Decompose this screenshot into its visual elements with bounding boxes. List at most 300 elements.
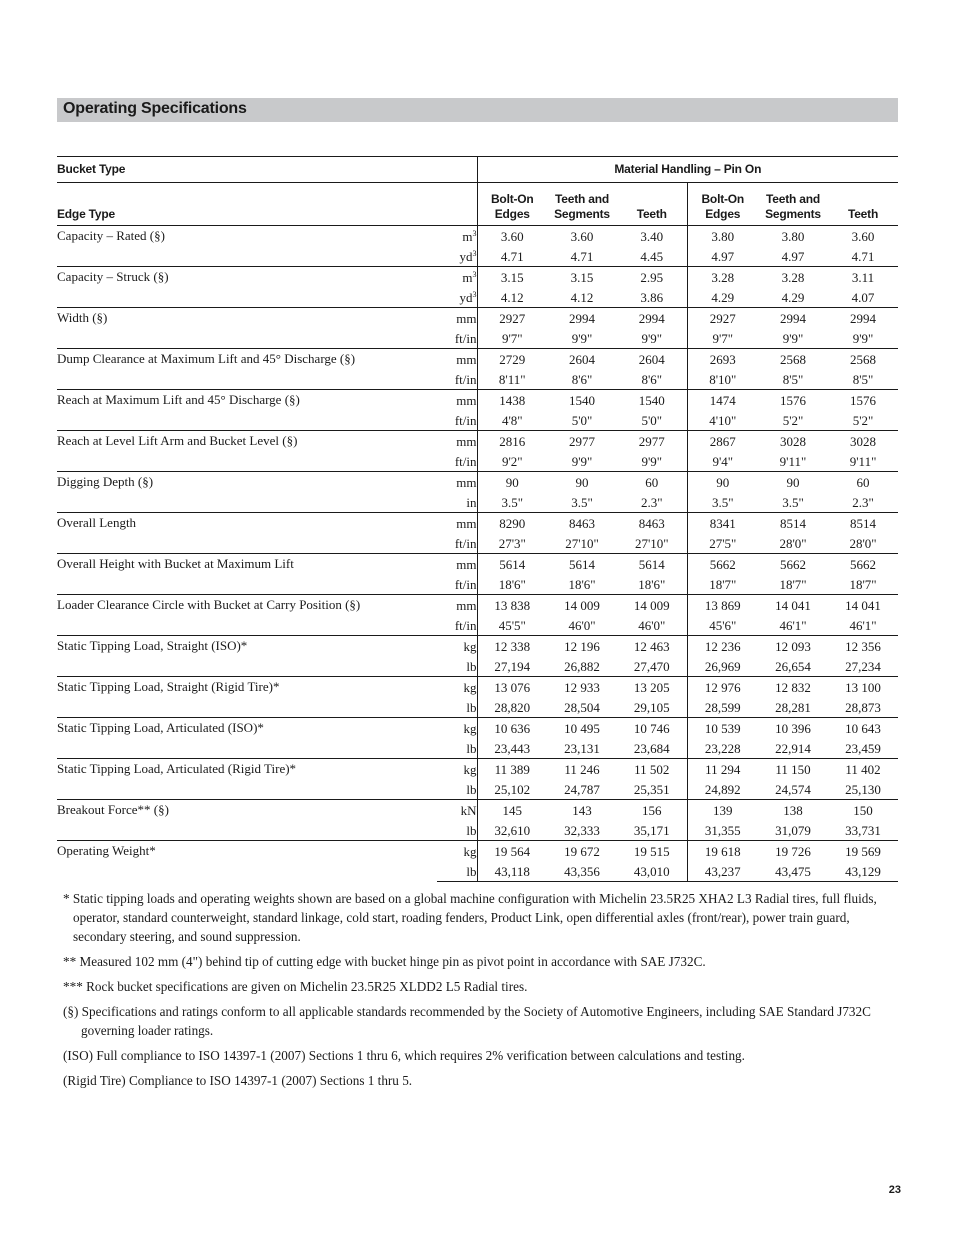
spec-row xyxy=(57,308,898,329)
spec-value: 29,105 xyxy=(633,699,670,715)
unit-text: yd xyxy=(459,248,473,264)
edge-type-column-header xyxy=(828,183,898,226)
spec-value: 90 xyxy=(477,472,547,493)
spec-value: 45'5" xyxy=(477,615,547,636)
spec-value: 139 xyxy=(687,800,758,821)
spec-value: 43,237 xyxy=(687,861,758,882)
spec-unit xyxy=(437,697,477,718)
spec-value: 8463 xyxy=(617,513,687,534)
spec-value: 2.3" xyxy=(640,494,663,510)
spec-value: 9'9" xyxy=(782,330,804,346)
spec-value: 28'0" xyxy=(849,535,877,551)
unit-text: ft/in xyxy=(454,371,477,387)
unit-text: mm xyxy=(456,515,477,531)
spec-value: 5614 xyxy=(547,554,617,575)
spec-value: 46'0" xyxy=(638,617,666,633)
spec-value: 2994 xyxy=(828,308,898,329)
spec-value: 2977 xyxy=(547,431,617,452)
unit-text: mm xyxy=(456,597,477,613)
spec-value: 32,610 xyxy=(477,820,547,841)
spec-value: 11 389 xyxy=(477,759,547,780)
spec-value: 13 205 xyxy=(617,677,687,698)
spec-value: 19 618 xyxy=(687,841,758,862)
spec-value: 5614 xyxy=(617,554,687,575)
spec-value: 3.60 xyxy=(828,226,898,247)
spec-value: 4'8" xyxy=(477,410,547,431)
spec-value: 9'4" xyxy=(687,451,758,472)
spec-value: 2867 xyxy=(687,431,758,452)
bucket-type-header: Bucket Type xyxy=(57,157,477,183)
spec-value: 4.45 xyxy=(640,248,664,264)
spec-value: 3.28 xyxy=(687,267,758,288)
spec-value: 2994 xyxy=(758,308,828,329)
unit-text: kg xyxy=(463,679,477,695)
spec-unit xyxy=(437,513,477,534)
spec-value: 26,654 xyxy=(775,658,811,674)
edge-type-header: Edge Type xyxy=(57,183,477,226)
spec-value: 13 076 xyxy=(477,677,547,698)
spec-value: 23,459 xyxy=(845,740,881,756)
spec-value: 12 338 xyxy=(477,636,547,657)
spec-value: 5'0" xyxy=(571,412,593,428)
spec-value: 12 236 xyxy=(687,636,758,657)
spec-value: 18'7" xyxy=(849,576,877,592)
spec-value: 1474 xyxy=(687,390,758,411)
spec-value: 1438 xyxy=(477,390,547,411)
page-number: 23 xyxy=(888,1184,901,1196)
spec-label: Capacity – Struck (§) xyxy=(57,267,437,308)
spec-value: 4.97 xyxy=(781,248,805,264)
spec-value: 1576 xyxy=(828,390,898,411)
spec-label: Static Tipping Load, Articulated (Rigid Tire)* xyxy=(57,759,437,800)
unit-superscript: 3 xyxy=(472,248,477,258)
spec-value: 150 xyxy=(828,800,898,821)
spec-value: 10 643 xyxy=(828,718,898,739)
spec-value: 8463 xyxy=(547,513,617,534)
spec-unit xyxy=(437,328,477,349)
spec-value: 4.29 xyxy=(781,289,805,305)
spec-value: 43,129 xyxy=(828,861,898,882)
spec-value: 28,820 xyxy=(477,697,547,718)
spec-value: 3.5" xyxy=(477,492,547,513)
spec-unit xyxy=(437,410,477,431)
footnote-sae-standards: (§) Specifications and ratings conform to all applicable standards recommended by the Society of Automotive Engineers, including SAE Standard J732C governing loader ratings. xyxy=(63,1004,871,1038)
spec-value: 3.28 xyxy=(758,267,828,288)
edge-type-header-line: Edges xyxy=(494,207,530,221)
spec-value: 12 356 xyxy=(828,636,898,657)
spec-value: 22,914 xyxy=(775,740,811,756)
spec-value: 18'6" xyxy=(568,576,596,592)
spec-value: 3.86 xyxy=(640,289,664,305)
spec-unit xyxy=(437,390,477,411)
spec-value: 2977 xyxy=(617,431,687,452)
spec-unit xyxy=(437,472,477,493)
spec-unit xyxy=(437,738,477,759)
spec-value: 1576 xyxy=(758,390,828,411)
spec-value: 8'6" xyxy=(571,371,593,387)
unit-text: yd xyxy=(459,289,473,305)
spec-value: 8514 xyxy=(758,513,828,534)
spec-value: 3.15 xyxy=(547,267,617,288)
spec-value: 27,194 xyxy=(477,656,547,677)
spec-value: 3.80 xyxy=(758,226,828,247)
spec-row xyxy=(57,718,898,739)
spec-value: 5662 xyxy=(758,554,828,575)
spec-unit xyxy=(437,267,477,288)
spec-value: 145 xyxy=(477,800,547,821)
spec-value: 2994 xyxy=(547,308,617,329)
footnote-iso-compliance: (ISO) Full compliance to ISO 14397-1 (2007) Sections 1 thru 6, which requires 2% verification between calculations and testing. xyxy=(63,1048,745,1063)
unit-superscript: 3 xyxy=(472,289,477,299)
spec-value: 60 xyxy=(828,472,898,493)
spec-unit xyxy=(437,718,477,739)
spec-row xyxy=(57,349,898,370)
footnote-rigid-tire: (Rigid Tire) Compliance to ISO 14397-1 (2007) Sections 1 thru 5. xyxy=(63,1073,413,1088)
spec-value: 4.29 xyxy=(687,287,758,308)
spec-label: Capacity – Rated (§) xyxy=(57,226,437,267)
spec-value: 19 726 xyxy=(758,841,828,862)
spec-value: 8'6" xyxy=(641,371,663,387)
spec-value: 27'3" xyxy=(477,533,547,554)
spec-value: 5662 xyxy=(687,554,758,575)
spec-value: 3.40 xyxy=(617,226,687,247)
edge-type-header-line: Edges xyxy=(705,207,741,221)
spec-unit xyxy=(437,226,477,247)
spec-value: 4.12 xyxy=(570,289,594,305)
spec-value: 9'9" xyxy=(571,330,593,346)
spec-value: 28,873 xyxy=(845,699,881,715)
unit-text: ft/in xyxy=(454,330,477,346)
spec-row xyxy=(57,800,898,821)
spec-label: Reach at Maximum Lift and 45° Discharge (§) xyxy=(57,390,437,431)
unit-text: lb xyxy=(466,822,477,838)
spec-value: 43,356 xyxy=(547,861,617,882)
unit-text: kN xyxy=(460,802,477,818)
spec-label: Static Tipping Load, Straight (Rigid Tire)* xyxy=(57,677,437,718)
spec-value: 13 869 xyxy=(687,595,758,616)
spec-value: 12 463 xyxy=(617,636,687,657)
spec-value: 19 569 xyxy=(828,841,898,862)
spec-value: 4.71 xyxy=(477,246,547,267)
edge-type-header-line: Teeth and xyxy=(555,192,609,206)
spec-value: 9'11" xyxy=(779,453,807,469)
spec-value: 12 196 xyxy=(547,636,617,657)
spec-value: 2568 xyxy=(758,349,828,370)
unit-text: kg xyxy=(463,638,477,654)
unit-text: ft/in xyxy=(454,576,477,592)
spec-value: 25,351 xyxy=(633,781,670,797)
spec-value: 28,599 xyxy=(687,697,758,718)
spec-value: 24,574 xyxy=(775,781,811,797)
spec-value: 46'1" xyxy=(779,617,807,633)
spec-unit xyxy=(437,841,477,862)
spec-value: 25,102 xyxy=(477,779,547,800)
spec-value: 2568 xyxy=(828,349,898,370)
spec-value: 14 009 xyxy=(617,595,687,616)
spec-value: 138 xyxy=(758,800,828,821)
spec-value: 18'6" xyxy=(477,574,547,595)
spec-label: Loader Clearance Circle with Bucket at Carry Position (§) xyxy=(57,595,437,636)
spec-value: 11 502 xyxy=(617,759,687,780)
unit-text: ft/in xyxy=(454,535,477,551)
spec-value: 45'6" xyxy=(687,615,758,636)
spec-value: 8'5" xyxy=(782,371,804,387)
spec-row xyxy=(57,267,898,288)
edge-type-header-line: Teeth xyxy=(636,207,667,221)
spec-value: 19 672 xyxy=(547,841,617,862)
spec-value: 1540 xyxy=(617,390,687,411)
spec-value: 23,443 xyxy=(477,738,547,759)
edge-type-column-header xyxy=(758,183,828,226)
spec-value: 23,131 xyxy=(564,740,600,756)
unit-superscript: 3 xyxy=(472,269,477,279)
unit-text: lb xyxy=(466,781,477,797)
material-handling-header: Material Handling – Pin On xyxy=(477,157,898,183)
spec-value: 8'11" xyxy=(477,369,547,390)
spec-row xyxy=(57,431,898,452)
spec-value: 14 009 xyxy=(547,595,617,616)
spec-unit xyxy=(437,779,477,800)
spec-row xyxy=(57,554,898,575)
spec-value: 4.97 xyxy=(687,246,758,267)
spec-value: 3.60 xyxy=(477,226,547,247)
unit-text: mm xyxy=(456,556,477,572)
spec-value: 14 041 xyxy=(828,595,898,616)
spec-row xyxy=(57,841,898,862)
spec-label: Width (§) xyxy=(57,308,437,349)
edge-type-header-line: Segments xyxy=(765,207,821,221)
spec-value: 8'5" xyxy=(852,371,874,387)
edge-type-header-line: Teeth and xyxy=(766,192,820,206)
spec-unit xyxy=(437,759,477,780)
spec-value: 3.15 xyxy=(477,267,547,288)
edge-type-header-line: Bolt-On xyxy=(490,192,534,206)
spec-value: 10 396 xyxy=(758,718,828,739)
spec-value: 32,333 xyxy=(564,822,600,838)
footnotes xyxy=(63,889,893,1096)
unit-text: kg xyxy=(463,761,477,777)
spec-value: 18'7" xyxy=(779,576,807,592)
unit-text: lb xyxy=(466,740,477,756)
spec-value: 8'10" xyxy=(687,369,758,390)
spec-value: 9'11" xyxy=(849,453,877,469)
spec-value: 10 495 xyxy=(547,718,617,739)
spec-unit xyxy=(437,820,477,841)
spec-value: 23,684 xyxy=(633,740,670,756)
spec-value: 90 xyxy=(687,472,758,493)
unit-text: mm xyxy=(456,310,477,326)
spec-value: 3.80 xyxy=(687,226,758,247)
spec-unit xyxy=(437,615,477,636)
spec-row xyxy=(57,390,898,411)
spec-unit xyxy=(437,451,477,472)
edge-type-column-header xyxy=(547,183,617,226)
unit-text: m xyxy=(462,228,473,244)
spec-unit xyxy=(437,308,477,329)
spec-value: 3.5" xyxy=(571,494,593,510)
edge-type-column-header xyxy=(687,183,758,226)
spec-value: 28,504 xyxy=(564,699,600,715)
spec-value: 2729 xyxy=(477,349,547,370)
spec-value: 2604 xyxy=(617,349,687,370)
spec-value: 24,787 xyxy=(564,781,600,797)
spec-unit xyxy=(437,349,477,370)
spec-value: 3028 xyxy=(758,431,828,452)
spec-row xyxy=(57,595,898,616)
spec-value: 2927 xyxy=(687,308,758,329)
spec-value: 9'9" xyxy=(641,330,663,346)
spec-value: 25,130 xyxy=(845,781,881,797)
spec-label: Overall Height with Bucket at Maximum Lift xyxy=(57,554,437,595)
spec-label: Operating Weight* xyxy=(57,841,437,882)
spec-value: 27,470 xyxy=(633,658,670,674)
unit-text: mm xyxy=(456,474,477,490)
spec-value: 1540 xyxy=(547,390,617,411)
spec-label: Reach at Level Lift Arm and Bucket Level (§) xyxy=(57,431,437,472)
unit-text: mm xyxy=(456,433,477,449)
spec-value: 9'2" xyxy=(477,451,547,472)
spec-value: 90 xyxy=(547,472,617,493)
spec-value: 12 976 xyxy=(687,677,758,698)
footnote-rock-bucket: *** Rock bucket specifications are given on Michelin 23.5R25 XLDD2 L5 Radial tires. xyxy=(63,979,528,994)
spec-label: Overall Length xyxy=(57,513,437,554)
spec-value: 4.71 xyxy=(851,248,875,264)
spec-value: 2.3" xyxy=(852,494,874,510)
spec-unit xyxy=(437,574,477,595)
spec-unit xyxy=(437,431,477,452)
edge-type-column-header xyxy=(477,183,547,226)
spec-unit xyxy=(437,861,477,882)
spec-unit xyxy=(437,677,477,698)
edge-type-header-line: Segments xyxy=(554,207,610,221)
spec-value: 3028 xyxy=(828,431,898,452)
spec-unit xyxy=(437,595,477,616)
spec-value: 5662 xyxy=(828,554,898,575)
spec-value: 10 539 xyxy=(687,718,758,739)
spec-value: 4.71 xyxy=(570,248,594,264)
spec-unit xyxy=(437,246,477,267)
unit-text: in xyxy=(466,494,477,510)
spec-value: 3.11 xyxy=(828,267,898,288)
spec-value: 8290 xyxy=(477,513,547,534)
spec-row xyxy=(57,513,898,534)
spec-value: 43,475 xyxy=(758,861,828,882)
spec-value: 2604 xyxy=(547,349,617,370)
spec-unit xyxy=(437,287,477,308)
edge-type-header-line: Teeth xyxy=(847,207,879,221)
spec-value: 11 246 xyxy=(547,759,617,780)
spec-value: 9'9" xyxy=(571,453,593,469)
unit-text: ft/in xyxy=(454,453,477,469)
spec-row xyxy=(57,226,898,247)
spec-unit xyxy=(437,800,477,821)
unit-text: m xyxy=(462,269,473,285)
spec-label: Breakout Force** (§) xyxy=(57,800,437,841)
spec-value: 27,234 xyxy=(845,658,881,674)
section-title: Operating Specifications xyxy=(63,100,247,117)
unit-text: mm xyxy=(456,351,477,367)
unit-text: lb xyxy=(466,658,477,674)
footnote-breakout-force: ** Measured 102 mm (4") behind tip of cutting edge with bucket hinge pin as pivot point in accordance with SAE J732C. xyxy=(63,954,706,969)
spec-value: 28'0" xyxy=(779,535,807,551)
spec-value: 9'7" xyxy=(477,328,547,349)
spec-value: 31,355 xyxy=(687,820,758,841)
operating-specifications-table xyxy=(57,156,898,882)
unit-text: mm xyxy=(456,392,477,408)
spec-value: 23,228 xyxy=(687,738,758,759)
spec-value: 27'10" xyxy=(565,535,599,551)
spec-value: 8341 xyxy=(687,513,758,534)
spec-label: Static Tipping Load, Straight (ISO)* xyxy=(57,636,437,677)
spec-unit xyxy=(437,554,477,575)
spec-value: 9'9" xyxy=(641,453,663,469)
spec-value: 19 515 xyxy=(617,841,687,862)
spec-label: Static Tipping Load, Articulated (ISO)* xyxy=(57,718,437,759)
spec-value: 2816 xyxy=(477,431,547,452)
spec-row xyxy=(57,636,898,657)
spec-value: 14 041 xyxy=(758,595,828,616)
spec-value: 8514 xyxy=(828,513,898,534)
spec-value: 35,171 xyxy=(633,822,670,838)
section-header-bar xyxy=(57,98,898,122)
spec-value: 33,731 xyxy=(845,822,881,838)
spec-value: 12 093 xyxy=(758,636,828,657)
spec-unit xyxy=(437,492,477,513)
spec-row xyxy=(57,759,898,780)
spec-value: 27'10" xyxy=(634,535,669,551)
spec-value: 5'2" xyxy=(852,412,874,428)
spec-value: 5'2" xyxy=(782,412,804,428)
spec-value: 4'10" xyxy=(687,410,758,431)
spec-value: 43,010 xyxy=(617,861,687,882)
unit-text: lb xyxy=(466,863,477,879)
spec-value: 2994 xyxy=(617,308,687,329)
edge-type-column-header xyxy=(617,183,687,226)
spec-unit xyxy=(437,533,477,554)
spec-value: 4.07 xyxy=(851,289,875,305)
spec-value: 27'5" xyxy=(687,533,758,554)
spec-row xyxy=(57,472,898,493)
spec-value: 2693 xyxy=(687,349,758,370)
spec-value: 46'0" xyxy=(568,617,596,633)
spec-value: 12 832 xyxy=(758,677,828,698)
spec-value: 3.5" xyxy=(687,492,758,513)
spec-value: 4.12 xyxy=(477,287,547,308)
spec-value: 2.95 xyxy=(617,267,687,288)
spec-value: 10 636 xyxy=(477,718,547,739)
spec-unit xyxy=(437,656,477,677)
unit-text: kg xyxy=(463,720,477,736)
spec-value: 143 xyxy=(547,800,617,821)
spec-value: 9'9" xyxy=(852,330,874,346)
spec-label: Dump Clearance at Maximum Lift and 45° Discharge (§) xyxy=(57,349,437,390)
spec-value: 11 402 xyxy=(828,759,898,780)
spec-value: 13 100 xyxy=(828,677,898,698)
spec-row xyxy=(57,677,898,698)
unit-superscript: 3 xyxy=(472,228,477,238)
spec-value: 156 xyxy=(617,800,687,821)
spec-value: 24,892 xyxy=(687,779,758,800)
spec-value: 3.60 xyxy=(547,226,617,247)
spec-value: 10 746 xyxy=(617,718,687,739)
spec-value: 5614 xyxy=(477,554,547,575)
spec-value: 11 294 xyxy=(687,759,758,780)
spec-unit xyxy=(437,369,477,390)
spec-value: 43,118 xyxy=(477,861,547,882)
spec-value: 26,969 xyxy=(687,656,758,677)
unit-text: kg xyxy=(463,843,477,859)
unit-text: lb xyxy=(466,699,477,715)
